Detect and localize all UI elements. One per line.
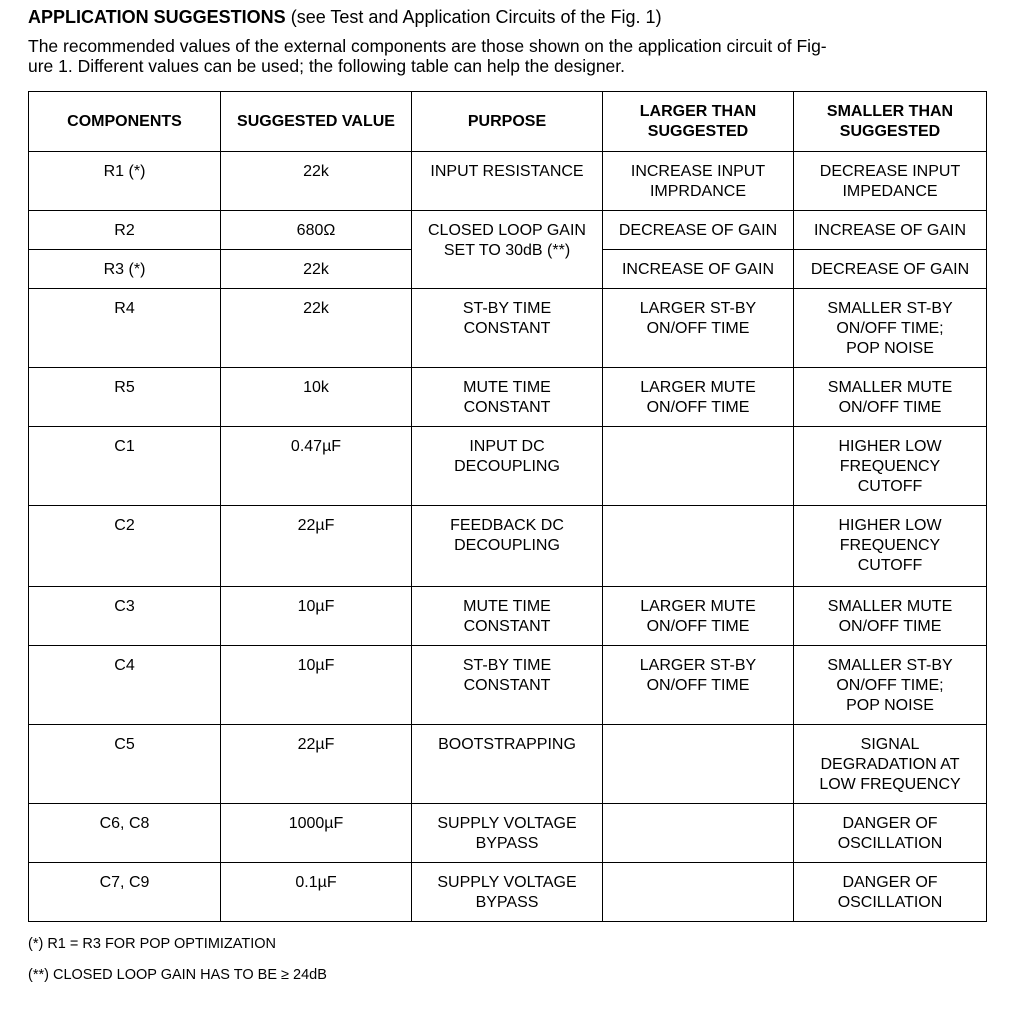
cell-purpose: MUTE TIME CONSTANT — [412, 368, 603, 427]
header-larger: LARGER THAN SUGGESTED — [603, 92, 794, 152]
intro-line-1: The recommended values of the external components are those shown on the application circuit of Fig- — [28, 36, 827, 56]
cell-larger: LARGER MUTE ON/OFF TIME — [603, 368, 794, 427]
table-row — [29, 506, 987, 587]
section-heading — [28, 6, 662, 28]
cell-smaller: HIGHER LOW FREQUENCY CUTOFF — [794, 506, 987, 587]
cell-purpose: BOOTSTRAPPING — [412, 725, 603, 804]
footnote-pop-optimization: (*) R1 = R3 FOR POP OPTIMIZATION — [28, 936, 277, 952]
header-purpose: PURPOSE — [412, 92, 603, 152]
heading-rest: (see Test and Application Circuits of the Fig. 1) — [290, 7, 662, 27]
cell-purpose: SUPPLY VOLTAGE BYPASS — [412, 804, 603, 863]
cell-larger — [603, 804, 794, 863]
table-row — [29, 804, 987, 863]
cell-purpose: SUPPLY VOLTAGE BYPASS — [412, 863, 603, 922]
cell-larger: LARGER ST-BY ON/OFF TIME — [603, 289, 794, 368]
cell-smaller: INCREASE OF GAIN — [794, 211, 987, 250]
cell-component: C7, C9 — [29, 863, 221, 922]
cell-value: 10µF — [221, 587, 412, 646]
header-suggested-value: SUGGESTED VALUE — [221, 92, 412, 152]
table-row — [29, 587, 987, 646]
header-components: COMPONENTS — [29, 92, 221, 152]
cell-larger: INCREASE INPUT IMPRDANCE — [603, 152, 794, 211]
cell-smaller: DANGER OF OSCILLATION — [794, 804, 987, 863]
table-row — [29, 211, 987, 250]
cell-smaller: DECREASE INPUT IMPEDANCE — [794, 152, 987, 211]
cell-value: 680Ω — [221, 211, 412, 250]
cell-purpose: CLOSED LOOP GAIN SET TO 30dB (**) — [412, 211, 603, 289]
cell-value: 0.47µF — [221, 427, 412, 506]
cell-larger — [603, 725, 794, 804]
components-table — [28, 91, 987, 922]
cell-component: C2 — [29, 506, 221, 587]
heading-bold: APPLICATION SUGGESTIONS — [28, 7, 286, 27]
cell-value: 0.1µF — [221, 863, 412, 922]
cell-value: 10µF — [221, 646, 412, 725]
cell-smaller: SMALLER MUTE ON/OFF TIME — [794, 368, 987, 427]
intro-line-2: ure 1. Different values can be used; the following table can help the designer. — [28, 56, 626, 76]
intro-paragraph — [28, 36, 998, 76]
table-row — [29, 863, 987, 922]
cell-component: C3 — [29, 587, 221, 646]
cell-larger — [603, 506, 794, 587]
cell-larger: DECREASE OF GAIN — [603, 211, 794, 250]
table-row — [29, 725, 987, 804]
cell-value: 22k — [221, 289, 412, 368]
cell-smaller: SMALLER ST-BY ON/OFF TIME; POP NOISE — [794, 646, 987, 725]
cell-value: 10k — [221, 368, 412, 427]
cell-component: R4 — [29, 289, 221, 368]
cell-smaller: SIGNAL DEGRADATION AT LOW FREQUENCY — [794, 725, 987, 804]
cell-larger — [603, 427, 794, 506]
cell-component: R2 — [29, 211, 221, 250]
cell-value: 22k — [221, 250, 412, 289]
cell-smaller: SMALLER ST-BY ON/OFF TIME; POP NOISE — [794, 289, 987, 368]
cell-value: 22µF — [221, 725, 412, 804]
table-row — [29, 289, 987, 368]
cell-value: 22k — [221, 152, 412, 211]
cell-component: R5 — [29, 368, 221, 427]
cell-smaller: HIGHER LOW FREQUENCY CUTOFF — [794, 427, 987, 506]
cell-component: R3 (*) — [29, 250, 221, 289]
cell-smaller: SMALLER MUTE ON/OFF TIME — [794, 587, 987, 646]
cell-value: 1000µF — [221, 804, 412, 863]
footnote-closed-loop-gain: (**) CLOSED LOOP GAIN HAS TO BE ≥ 24dB — [28, 967, 327, 983]
cell-value: 22µF — [221, 506, 412, 587]
cell-component: C5 — [29, 725, 221, 804]
cell-purpose: ST-BY TIME CONSTANT — [412, 289, 603, 368]
table-row — [29, 152, 987, 211]
cell-purpose: ST-BY TIME CONSTANT — [412, 646, 603, 725]
table-row — [29, 427, 987, 506]
cell-smaller: DANGER OF OSCILLATION — [794, 863, 987, 922]
cell-purpose: FEEDBACK DC DECOUPLING — [412, 506, 603, 587]
cell-larger: INCREASE OF GAIN — [603, 250, 794, 289]
cell-component: R1 (*) — [29, 152, 221, 211]
cell-purpose: MUTE TIME CONSTANT — [412, 587, 603, 646]
cell-larger — [603, 863, 794, 922]
table-header-row — [29, 92, 987, 152]
table-row — [29, 368, 987, 427]
cell-larger: LARGER MUTE ON/OFF TIME — [603, 587, 794, 646]
header-smaller: SMALLER THAN SUGGESTED — [794, 92, 987, 152]
cell-larger: LARGER ST-BY ON/OFF TIME — [603, 646, 794, 725]
table-row — [29, 646, 987, 725]
cell-component: C4 — [29, 646, 221, 725]
cell-component: C1 — [29, 427, 221, 506]
cell-smaller: DECREASE OF GAIN — [794, 250, 987, 289]
cell-purpose: INPUT DC DECOUPLING — [412, 427, 603, 506]
cell-purpose: INPUT RESISTANCE — [412, 152, 603, 211]
cell-component: C6, C8 — [29, 804, 221, 863]
